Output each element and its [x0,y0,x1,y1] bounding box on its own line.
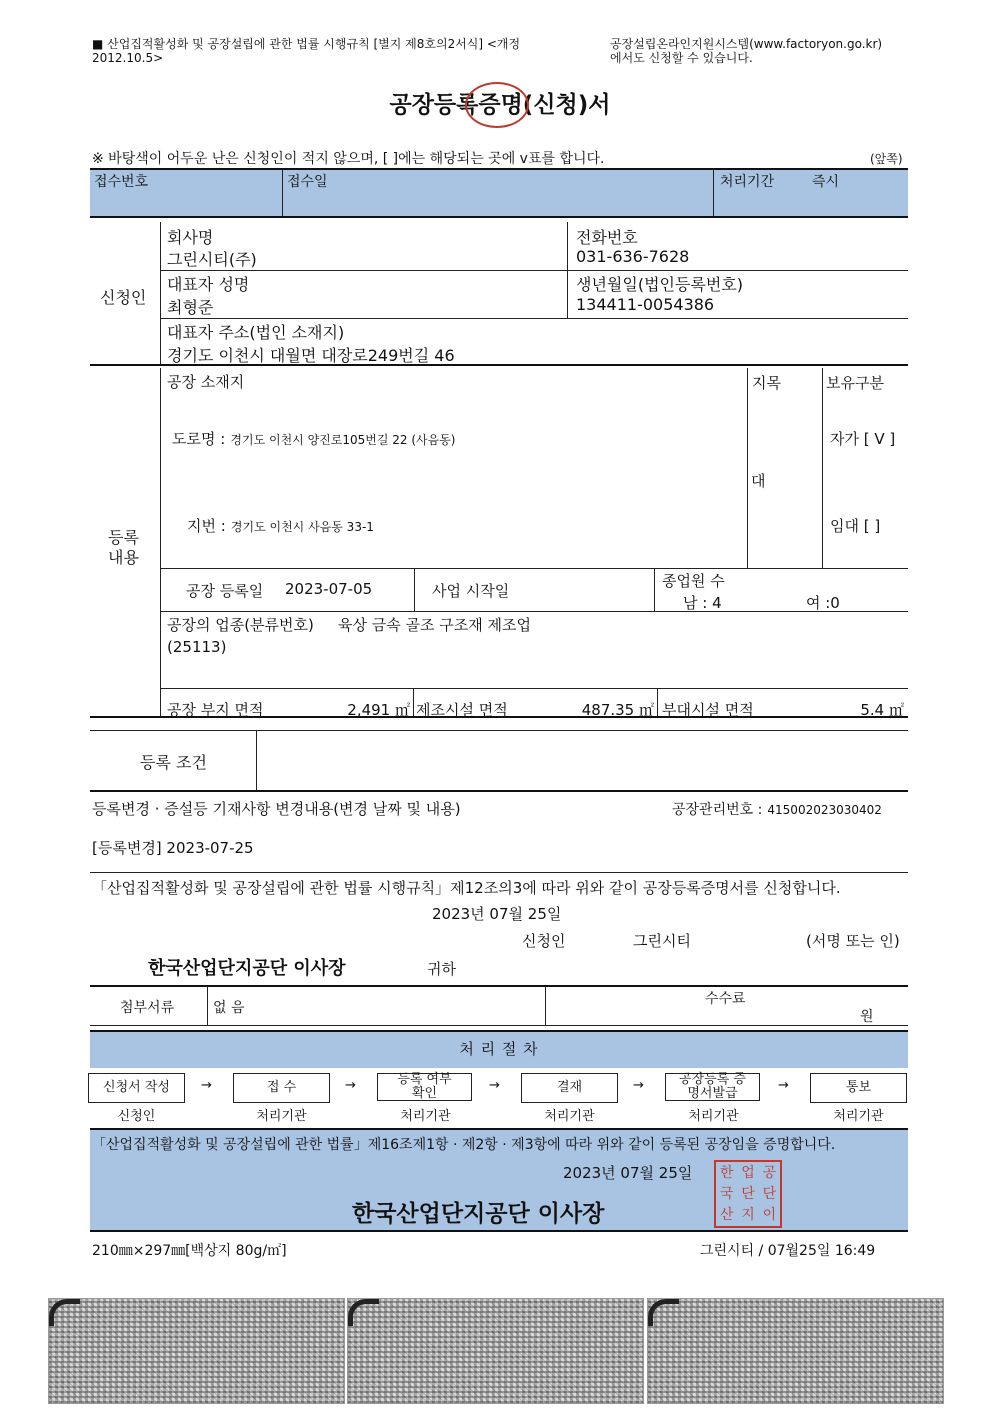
step-1-actor: 신청인 [117,1109,156,1124]
phone-value: 031-636-7628 [576,247,690,266]
reg-date-value: 2023-07-05 [285,580,373,598]
declaration-top-line [90,872,908,873]
mfg-area-value: 487.35 ㎡ [581,701,654,719]
fee-unit: 원 [860,1009,874,1025]
birth-label: 생년월일(법인등록번호) [576,275,744,294]
print-stamp: 그린시티 / 07월25일 16:49 [700,1243,876,1259]
management-number-label: 공장관리번호 : [672,802,763,818]
attachments-divider-1 [207,987,208,1025]
step-3-box: 등록 여부 확인 [377,1073,472,1101]
certification-issuer: 한국산업단지공단 이사장 [352,1201,605,1227]
declaration-text: 「산업집적활성화 및 공장설립에 관한 법률 시행규칙」제12조의3에 따라 위와 같이 공장등록증명서를 신청합니다. [92,879,841,897]
step-5-box: 공장등록 증명서발급 [665,1073,760,1101]
step-2-box: 접 수 [233,1073,330,1103]
procedure-title: 처 리 절 차 [459,1040,539,1058]
seal-glyph: 국 [719,1185,734,1202]
receipt-row [90,170,908,216]
barcode-corner-icon [49,1299,80,1326]
industry-label: 공장의 업종(분류번호) [167,616,314,634]
title-circle-mark [465,82,529,128]
declaration-date: 2023년 07월 25일 [432,905,562,923]
attachments-value: 없 음 [213,1000,245,1016]
encoded-barcode-block [647,1298,944,1404]
step-6-actor: 처리기관 [833,1109,884,1124]
certification-date: 2023년 07월 25일 [563,1164,693,1182]
addressee-honorific: 귀하 [427,960,456,978]
seal-glyph: 산 [719,1207,734,1224]
receipt-divider-2 [713,170,714,216]
seal-glyph: 업 [741,1164,755,1181]
barcode-corner-icon [648,1299,679,1326]
location-label: 공장 소재지 [167,373,245,391]
industry-code: (25113) [167,638,227,656]
address-value: 경기도 이천시 대월면 대장로249번길 46 [167,346,455,365]
employees-label: 종업원 수 [662,572,725,590]
legal-reference-line1: ■ 산업집적활성화 및 공장설립에 관한 법률 시행규칙 [별지 제8호의2서식] <개정 [92,37,521,51]
applicant-sign-name: 그린시티 [633,932,691,950]
aux-area-value: 5.4 ㎡ [860,701,904,719]
conditions-top-line [90,730,908,731]
seal-glyph: 단 [741,1185,755,1202]
employees-male: 남 : 4 [683,594,722,612]
arrow-icon: → [778,1078,789,1093]
encoded-barcode-block [347,1298,644,1404]
area-divider-2 [657,688,658,716]
industry-value: 육상 금속 골조 구조재 제조업 [338,616,531,634]
registration-row-line-3 [160,688,908,689]
barcode-corner-icon [348,1299,379,1326]
ownership-rent-option: 임대 [ ] [830,517,881,535]
jimok-value: 대 [751,472,766,490]
arrow-icon: → [345,1078,356,1093]
jimok-divider-right [822,368,823,568]
registration-label-line1: 등록 [108,528,139,547]
step-4-actor: 처리기관 [544,1109,595,1124]
conditions-label: 등록 조건 [140,753,207,772]
jimok-label: 지목 [752,374,781,392]
seal-glyph: 공 [762,1164,777,1181]
applicant-row-line-2 [160,318,908,319]
applicant-sign-label: 신청인 [522,932,566,950]
page-title: 공장등록증명(신청)서 [389,92,611,118]
receipt-number-label: 접수번호 [94,174,149,190]
attachments-top-border [90,985,908,987]
birth-value: 134411-0054386 [576,295,715,314]
form-notice: ※ 바탕색이 어두운 난은 신청인이 적지 않으며, [ ]에는 해당되는 곳에 v표를 합니다. [92,151,605,167]
online-notice-line2: 에서도 신청할 수 있습니다. [610,51,753,65]
official-seal-icon [714,1160,782,1228]
online-notice [610,37,920,65]
front-side-label: (앞쪽) [870,152,903,166]
registration-row-line-1 [160,568,908,569]
step-5-actor: 처리기관 [688,1109,739,1124]
arrow-icon: → [633,1078,644,1093]
registration-section-label [108,528,139,568]
registration-row-line-2 [160,611,908,612]
attachments-label: 첨부서류 [120,1000,175,1016]
applicant-section-label: 신청인 [100,288,147,307]
arrow-icon: → [489,1078,500,1093]
attachments-divider-2 [545,987,546,1025]
road-label: 도로명 : [172,430,226,448]
signature-hint: (서명 또는 인) [806,932,900,950]
reg-date-label: 공장 등록일 [186,582,264,600]
seal-glyph: 단 [762,1185,777,1202]
seal-glyph: 지 [741,1207,755,1224]
step-3-actor: 처리기관 [400,1109,451,1124]
reg-date-divider [414,568,415,611]
mfg-area-label: 제조시설 면적 [416,701,508,719]
representative-value: 최형준 [167,298,214,317]
representative-label: 대표자 성명 [167,275,250,294]
receipt-date-label: 접수일 [287,174,328,190]
legal-reference [92,37,572,65]
certification-bottom-border [90,1230,908,1232]
employees-female: 여 :0 [806,594,840,612]
aux-area-label: 부대시설 면적 [662,701,754,719]
change-entry: [등록변경] 2023-07-25 [92,839,254,857]
encoded-barcode-block [48,1298,345,1404]
jimok-divider-left [747,368,748,568]
applicant-row-line-1 [160,270,908,271]
site-area-label: 공장 부지 면적 [167,701,264,719]
area-divider-1 [413,688,414,716]
employees-divider [654,568,655,611]
addressee: 한국산업단지공단 이사장 [148,958,346,979]
paper-spec: 210㎜×297㎜[백상지 80g/㎡] [92,1243,287,1259]
online-notice-line1: 공장설립온라인지원시스템(www.factoryon.go.kr) [610,37,883,51]
road-address [172,428,455,449]
attachments-bottom-line [90,1025,908,1026]
processing-period-label: 처리기간 [720,174,775,190]
changes-label: 등록변경 · 증설등 기재사항 변경내용(변경 날짜 및 내용) [92,800,461,818]
business-start-label: 사업 시작일 [432,582,510,600]
step-2-actor: 처리기관 [256,1109,307,1124]
certification-text: 「산업집적활성화 및 공장설립에 관한 법률」제16조제1항 · 제2항 · 제3항에 따라 위와 같이 등록된 공장임을 증명합니다. [92,1137,836,1153]
step-6-box: 통보 [810,1073,907,1103]
conditions-bottom-border [90,790,908,792]
registration-divider [160,368,161,716]
fee-label: 수수료 [705,991,746,1007]
road-value: 경기도 이천시 양진로105번길 22 (사음동) [230,433,456,447]
ownership-label: 보유구분 [826,374,884,392]
ownership-own-option: 자가 [ V ] [830,430,896,448]
management-number-value: 415002023030402 [767,803,882,817]
company-label: 회사명 [167,228,214,247]
management-number [672,799,882,819]
lot-value: 경기도 이천시 사음동 33-1 [230,520,374,534]
company-value: 그린시티(주) [167,250,257,269]
receipt-bottom-border [90,216,908,218]
receipt-divider-1 [282,170,283,216]
site-area-value: 2,491 ㎡ [347,701,410,719]
processing-period-value: 즉시 [812,174,840,190]
procedure-header [90,1030,908,1068]
lot-label: 지번 : [187,517,226,535]
arrow-icon: → [201,1078,212,1093]
address-label: 대표자 주소(법인 소재지) [167,323,345,342]
legal-reference-line2: 2012.10.5> [92,51,164,65]
registration-label-line2: 내용 [108,548,139,567]
step-4-box: 결재 [521,1073,618,1103]
seal-glyph: 한 [719,1164,734,1181]
lot-address [187,515,374,536]
applicant-divider [160,222,161,364]
conditions-divider [256,730,257,790]
step-1-box: 신청서 작성 [88,1073,185,1103]
phone-label: 전화번호 [576,228,638,247]
seal-glyph: 이 [762,1207,777,1224]
